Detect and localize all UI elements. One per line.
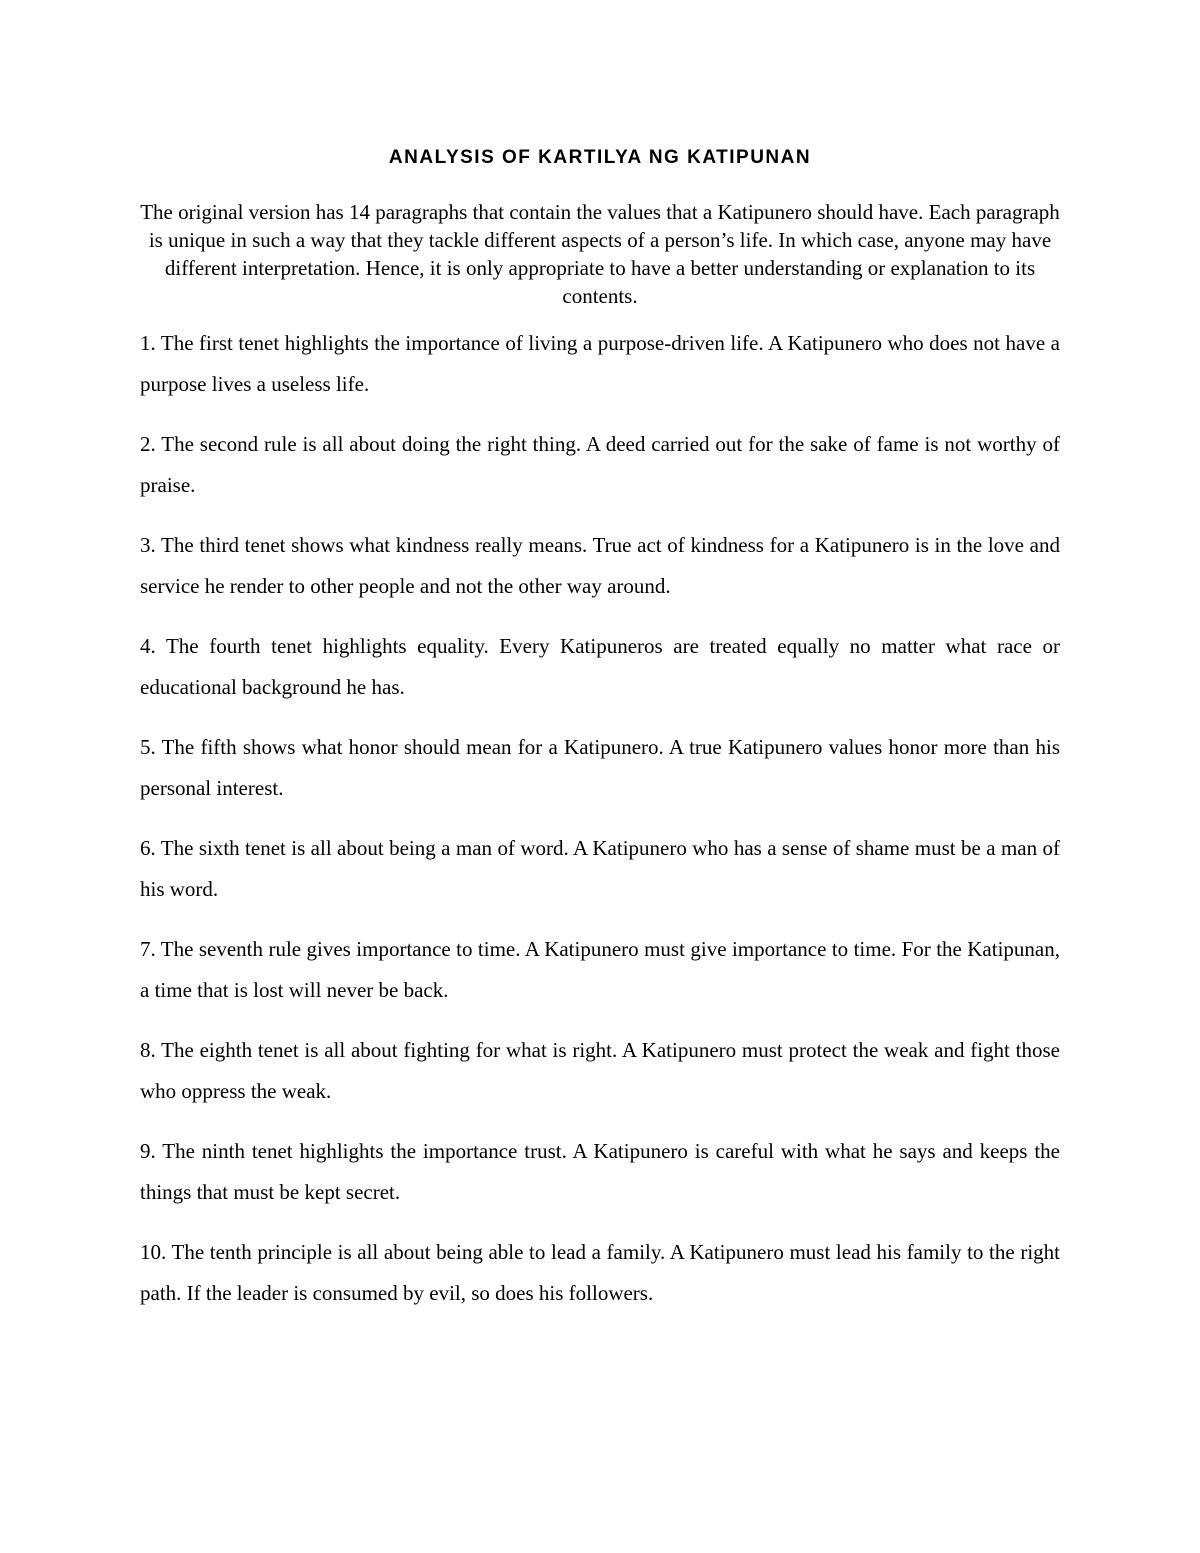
tenet-7: 7. The seventh rule gives importance to time. A Katipunero must give importance to time. For the Katipunan, a time that is lost will never be back. [140,937,1060,1002]
document-title: ANALYSIS OF KARTILYA NG KATIPUNAN [388,147,812,168]
tenet-8: 8. The eighth tenet is all about fighting for what is right. A Katipunero must protect the weak and fight those who oppress the weak. [140,1038,1060,1103]
tenet-1: 1. The first tenet highlights the importance of living a purpose-driven life. A Katipunero who does not have a purpose lives a useless life. [140,331,1060,396]
intro-paragraph: The original version has 14 paragraphs that contain the values that a Katipunero should have. Each paragraph is unique in such a way that they tackle different aspects of a person’s life. In which case, anyone may have different interpretation. Hence, it is only appropriate to have a better understanding or explanation to its contents. [140,200,1060,308]
tenet-3: 3. The third tenet shows what kindness really means. True act of kindness for a Katipunero is in the love and service he render to other people and not the other way around. [140,533,1060,598]
tenet-5: 5. The fifth shows what honor should mean for a Katipunero. A true Katipunero values honor more than his personal interest. [140,735,1060,800]
tenet-10: 10. The tenth principle is all about being able to lead a family. A Katipunero must lead his family to the right path. If the leader is consumed by evil, so does his followers. [140,1240,1060,1305]
tenet-9: 9. The ninth tenet highlights the importance trust. A Katipunero is careful with what he says and keeps the things that must be kept secret. [140,1139,1060,1204]
tenet-list [140,323,1060,1333]
tenet-6: 6. The sixth tenet is all about being a man of word. A Katipunero who has a sense of shame must be a man of his word. [140,836,1060,901]
tenet-4: 4. The fourth tenet highlights equality. Every Katipuneros are treated equally no matter what race or educational background he has. [140,634,1060,699]
tenet-2: 2. The second rule is all about doing the right thing. A deed carried out for the sake of fame is not worthy of praise. [140,432,1060,497]
